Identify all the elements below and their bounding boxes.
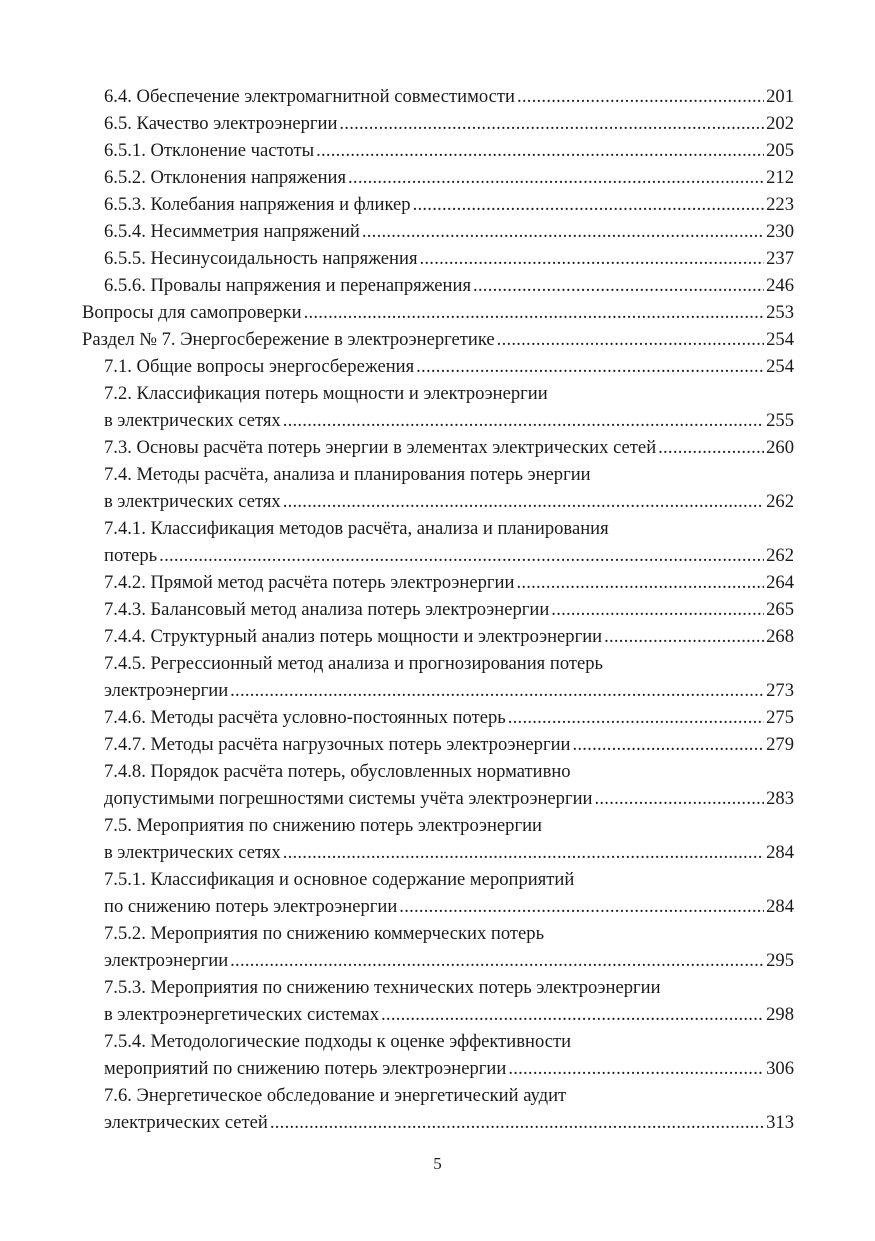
toc-entry-title: 6.5.5. Несинусоидальность напряжения — [104, 248, 418, 269]
dot-leader — [381, 1001, 764, 1020]
toc-entry-title-line1: 7.5. Мероприятия по снижению потерь электроэнергии — [104, 815, 542, 836]
toc-entry-title: 6.4. Обеспечение электромагнитной совместимости — [104, 86, 515, 107]
toc-entry-title-line1: 7.5.1. Классификация и основное содержание мероприятий — [104, 869, 575, 890]
dot-leader — [362, 218, 764, 237]
toc-entry-page: 255 — [766, 410, 794, 431]
toc-entry[interactable] — [82, 974, 794, 1028]
dot-leader — [413, 191, 765, 210]
toc-entry-title: 6.5.4. Несимметрия напряжений — [104, 221, 360, 242]
toc-entry-page: 254 — [766, 329, 794, 350]
toc-entry[interactable] — [82, 569, 794, 596]
toc-entry-title-line1: 7.4.8. Порядок расчёта потерь, обусловленных нормативно — [104, 761, 571, 782]
toc-entry-title: 6.5. Качество электроэнергии — [104, 113, 338, 134]
toc-entry-title: мероприятий по снижению потерь электроэнергии — [104, 1058, 507, 1079]
toc-entry-title: в электрических сетях — [104, 842, 281, 863]
toc-entry[interactable] — [82, 1028, 794, 1082]
toc-entry-page: 273 — [766, 680, 794, 701]
toc-entry-title: 7.1. Общие вопросы энергосбережения — [104, 356, 415, 377]
toc-entry[interactable] — [82, 353, 794, 380]
toc-entry-page: 262 — [766, 545, 794, 566]
toc-entry[interactable] — [82, 83, 794, 110]
toc-entry-title: 6.5.6. Провалы напряжения и перенапряжения — [104, 275, 472, 296]
toc-entry[interactable] — [82, 920, 794, 974]
toc-entry-page: 275 — [766, 707, 794, 728]
toc-entry-title: 6.5.3. Колебания напряжения и фликер — [104, 194, 411, 215]
toc-entry-title: 7.4.6. Методы расчёта условно-постоянных потерь — [104, 707, 506, 728]
dot-leader — [497, 326, 764, 345]
dot-leader — [348, 164, 764, 183]
toc-entry-page: 237 — [766, 248, 794, 269]
toc-entry-title: 6.5.1. Отклонение частоты — [104, 140, 315, 161]
dot-leader — [516, 569, 764, 588]
toc-entry-page: 283 — [766, 788, 794, 809]
toc-entry-title-line1: 7.5.3. Мероприятия по снижению технических потерь электроэнергии — [104, 977, 661, 998]
toc-entry-title: в электрических сетях — [104, 491, 281, 512]
dot-leader — [283, 407, 764, 426]
toc-entry-page: 260 — [766, 437, 794, 458]
toc-entry-page: 306 — [766, 1058, 794, 1079]
dot-leader — [473, 272, 764, 291]
toc-entry-title-line1: 7.4.5. Регрессионный метод анализа и прогнозирования потерь — [104, 653, 604, 674]
toc-entry-title: допустимыми погрешностями системы учёта электроэнергии — [104, 788, 593, 809]
toc-entry-page: 223 — [766, 194, 794, 215]
dot-leader — [283, 488, 764, 507]
toc-entry-title: 7.4.7. Методы расчёта нагрузочных потерь электроэнергии — [104, 734, 571, 755]
dot-leader — [604, 623, 764, 642]
toc-entry[interactable] — [82, 380, 794, 434]
toc-entry[interactable] — [82, 110, 794, 137]
dot-leader — [508, 704, 764, 723]
toc-entry-page: 298 — [766, 1004, 794, 1025]
toc-entry-page: 202 — [766, 113, 794, 134]
toc-entry-page: 262 — [766, 491, 794, 512]
toc-entry-title: Вопросы для самопроверки — [82, 302, 302, 323]
toc-entry-page: 313 — [766, 1112, 794, 1133]
dot-leader — [270, 1109, 764, 1128]
toc-entry[interactable] — [82, 245, 794, 272]
toc-entry[interactable] — [82, 623, 794, 650]
dot-leader — [230, 947, 764, 966]
toc-entry-title: 7.4.2. Прямой метод расчёта потерь электроэнергии — [104, 572, 515, 593]
toc-entry-title: в электроэнергетических системах — [104, 1004, 380, 1025]
toc-entry-page: 284 — [766, 896, 794, 917]
toc-entry-title: 7.4.3. Балансовый метод анализа потерь электроэнергии — [104, 599, 550, 620]
toc-entry[interactable] — [82, 218, 794, 245]
toc-entry[interactable] — [82, 191, 794, 218]
toc-entry[interactable] — [82, 650, 794, 704]
toc-entry-page: 205 — [766, 140, 794, 161]
toc-entry-title: потерь — [104, 545, 158, 566]
toc-entry-title: электрических сетей — [104, 1112, 268, 1133]
toc-entry-title: Раздел № 7. Энергосбережение в электроэнергетике — [82, 329, 495, 350]
toc-entry[interactable] — [82, 731, 794, 758]
toc-entry[interactable] — [82, 704, 794, 731]
dot-leader — [508, 1055, 764, 1074]
dot-leader — [304, 299, 765, 318]
dot-leader — [658, 434, 764, 453]
toc-entry-title-line1: 7.4. Методы расчёта, анализа и планирования потерь энергии — [104, 464, 591, 485]
toc-entry-page: 201 — [766, 86, 794, 107]
dot-leader — [339, 110, 764, 129]
toc-entry[interactable] — [82, 758, 794, 812]
toc-entry-page: 254 — [766, 356, 794, 377]
toc-entry-page: 265 — [766, 599, 794, 620]
toc-entry-title: электроэнергии — [104, 680, 229, 701]
dot-leader — [572, 731, 764, 750]
dot-leader — [316, 137, 764, 156]
toc-entry-title: 7.4.4. Структурный анализ потерь мощности и электроэнергии — [104, 626, 603, 647]
dot-leader — [399, 893, 764, 912]
toc-entry-title-line1: 7.5.4. Методологические подходы к оценке эффективности — [104, 1031, 572, 1052]
dot-leader — [283, 839, 764, 858]
toc-entry-page: 212 — [766, 167, 794, 188]
toc-entry-page: 246 — [766, 275, 794, 296]
toc-entry-title-line1: 7.5.2. Мероприятия по снижению коммерческих потерь — [104, 923, 545, 944]
toc-entry[interactable] — [82, 137, 794, 164]
toc-entry[interactable] — [82, 596, 794, 623]
toc-entry-page: 253 — [766, 302, 794, 323]
toc-entry-page: 268 — [766, 626, 794, 647]
table-of-contents — [82, 83, 794, 1136]
dot-leader — [230, 677, 764, 696]
toc-entry[interactable] — [82, 434, 794, 461]
toc-entry[interactable] — [82, 812, 794, 866]
toc-entry-page: 295 — [766, 950, 794, 971]
toc-entry[interactable] — [82, 299, 794, 326]
toc-entry-title-line1: 7.2. Классификация потерь мощности и электроэнергии — [104, 383, 548, 404]
toc-entry-title: 7.3. Основы расчёта потерь энергии в элементах электрических сетей — [104, 437, 657, 458]
dot-leader — [159, 542, 764, 561]
dot-leader — [416, 353, 764, 372]
toc-entry[interactable] — [82, 1082, 794, 1136]
dot-leader — [420, 245, 765, 264]
toc-entry-title: по снижению потерь электроэнергии — [104, 896, 398, 917]
toc-entry-page: 279 — [766, 734, 794, 755]
toc-entry[interactable] — [82, 164, 794, 191]
toc-entry-title: в электрических сетях — [104, 410, 281, 431]
toc-entry-title-line1: 7.6. Энергетическое обследование и энергетический аудит — [104, 1085, 567, 1106]
toc-entry-title: электроэнергии — [104, 950, 229, 971]
page-number: 5 — [433, 1154, 442, 1173]
toc-entry-title: 6.5.2. Отклонения напряжения — [104, 167, 347, 188]
toc-entry[interactable] — [82, 461, 794, 515]
toc-entry[interactable] — [82, 326, 794, 353]
toc-entry-title-line1: 7.4.1. Классификация методов расчёта, анализа и планирования — [104, 518, 609, 539]
toc-entry-page: 230 — [766, 221, 794, 242]
dot-leader — [551, 596, 764, 615]
dot-leader — [595, 785, 765, 804]
toc-entry[interactable] — [82, 272, 794, 299]
toc-entry[interactable] — [82, 515, 794, 569]
toc-entry-page: 264 — [766, 572, 794, 593]
toc-entry[interactable] — [82, 866, 794, 920]
dot-leader — [517, 83, 764, 102]
toc-entry-page: 284 — [766, 842, 794, 863]
